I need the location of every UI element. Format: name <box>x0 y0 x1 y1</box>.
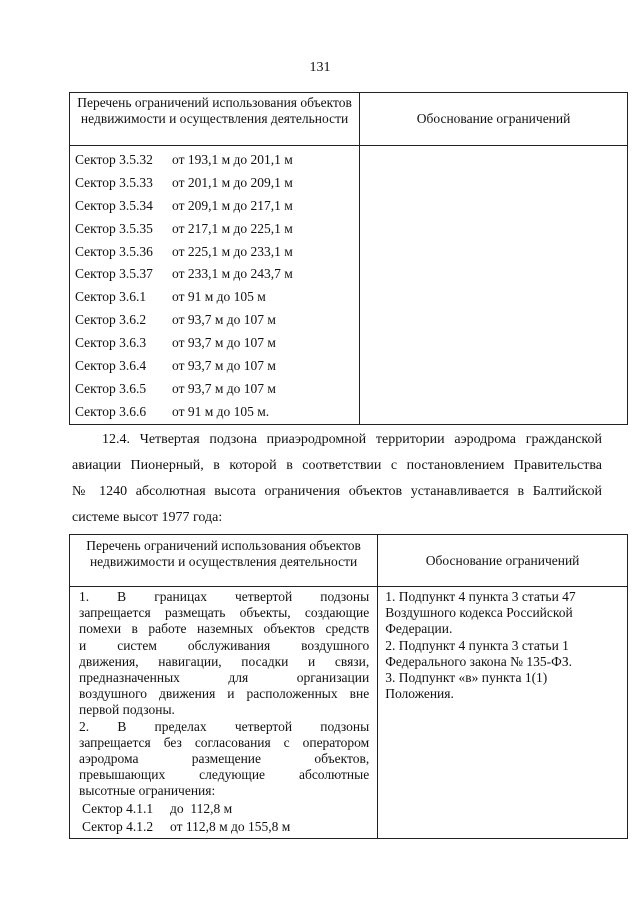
sector-line <box>79 800 369 818</box>
restriction-line: аэродрома размещение объектов, <box>79 751 370 767</box>
sector-range: до 112,8 м <box>170 800 233 816</box>
sector-row <box>75 378 359 401</box>
sector-name: Сектор 4.1.1 <box>82 800 154 816</box>
sector-range: от 91 м до 105 м <box>172 289 266 305</box>
sector-list-cell <box>70 146 360 425</box>
sector-range: от 93,7 м до 107 м <box>172 380 276 396</box>
restriction-line: 2. В пределах четвертой подзоны <box>79 718 370 734</box>
sector-name: Сектор 3.5.37 <box>75 266 153 282</box>
table-body-row <box>70 146 628 425</box>
sector-name: Сектор 3.6.5 <box>75 380 147 396</box>
sector-range: от 93,7 м до 107 м <box>172 312 276 328</box>
basis-line: 2. Подпункт 4 пункта 3 статьи 1 <box>385 637 569 653</box>
sector-range: от 193,1 м до 201,1 м <box>172 152 293 167</box>
sector-range: от 93,7 м до 107 м <box>172 358 276 374</box>
sector-name: Сектор 3.5.34 <box>75 197 153 213</box>
sector-range: от 91 м до 105 м. <box>172 403 270 419</box>
restriction-line: воздушного движения и расположенных вне <box>79 686 370 702</box>
sector-row <box>75 195 359 218</box>
restriction-line: и систем обслуживания воздушного <box>79 637 370 653</box>
restriction-line: помехи в работе наземных объектов средств <box>79 621 370 637</box>
restrictions-table-subzone-4 <box>69 534 628 839</box>
paragraph-line: авиации Пионерный, в которой в соответствии с постановлением Правительства <box>72 458 602 473</box>
basis-line: Федерации. <box>385 621 453 637</box>
sector-row <box>75 286 359 309</box>
page-number: 131 <box>309 60 331 75</box>
sector-name: Сектор 3.5.36 <box>75 243 153 259</box>
sector-name: Сектор 3.6.3 <box>75 335 147 351</box>
sector-range: от 209,1 м до 217,1 м <box>172 197 293 213</box>
restriction-line: запрещается без согласования с оператором <box>79 734 370 750</box>
table-header-row <box>70 93 628 146</box>
header-restrictions-basis: Обоснование ограничений <box>378 535 628 587</box>
basis-line: 3. Подпункт «в» пункта 1(1) <box>385 670 548 686</box>
restriction-line: высотные ограничения: <box>79 783 216 799</box>
sector-name: Сектор 3.6.1 <box>75 289 147 305</box>
basis-cell-empty <box>360 146 628 425</box>
restrictions-table-sectors-3 <box>69 92 628 425</box>
header-restrictions-basis: Обоснование ограничений <box>360 93 628 146</box>
sector-row <box>75 241 359 264</box>
basis-line: Воздушного кодекса Российской <box>385 605 573 621</box>
basis-line: Положения. <box>385 686 454 702</box>
restriction-line: предназначенных для организации <box>79 670 370 686</box>
sector-row <box>75 172 359 195</box>
sector-name: Сектор 3.5.35 <box>75 220 153 236</box>
sector-range: от 201,1 м до 209,1 м <box>172 174 293 190</box>
header-restrictions-list: Перечень ограничений использования объектов недвижимости и осуществления деятельности <box>70 535 378 587</box>
table-header-row <box>70 535 628 587</box>
basis-text-cell <box>378 587 628 839</box>
sector-row <box>75 263 359 286</box>
sector-name: Сектор 3.6.6 <box>75 403 147 419</box>
sector-name: Сектор 3.5.32 <box>75 152 153 167</box>
sector-range: от 112,8 м до 155,8 м <box>170 818 291 834</box>
basis-line: 1. Подпункт 4 пункта 3 статьи 47 <box>385 589 576 604</box>
restriction-line: запрещается размещать объекты, создающие <box>79 605 370 621</box>
paragraph-line: системе высот 1977 года: <box>72 510 223 525</box>
sector-range: от 233,1 м до 243,7 м <box>172 266 293 282</box>
restriction-line: превышающих следующие абсолютные <box>79 767 370 783</box>
basis-line: Федерального закона № 135-ФЗ. <box>385 653 572 669</box>
sector-row <box>75 149 359 172</box>
sector-line <box>79 818 369 836</box>
sector-row <box>75 332 359 355</box>
sector-name: Сектор 4.1.2 <box>82 818 154 834</box>
sector-range: от 93,7 м до 107 м <box>172 335 276 351</box>
sector-range: от 217,1 м до 225,1 м <box>172 220 293 236</box>
paragraph-line: 12.4. Четвертая подзона приаэродромной территории аэродрома гражданской <box>102 432 602 447</box>
restriction-line: первой подзоны. <box>79 702 175 718</box>
sector-name: Сектор 3.5.33 <box>75 174 153 190</box>
sector-row <box>75 355 359 378</box>
restriction-line: 1. В границах четвертой подзоны <box>79 589 370 604</box>
restrictions-text-cell <box>70 587 378 839</box>
sector-name: Сектор 3.6.4 <box>75 358 147 374</box>
header-restrictions-list: Перечень ограничений использования объектов недвижимости и осуществления деятельности <box>70 93 360 146</box>
sector-row <box>75 401 359 424</box>
paragraph-line: № 1240 абсолютная высота ограничения объектов устанавливается в Балтийской <box>72 484 602 499</box>
subzone-4-paragraph <box>72 427 602 531</box>
restriction-line: движения, навигации, посадки и связи, <box>79 653 370 669</box>
sector-name: Сектор 3.6.2 <box>75 312 147 328</box>
sector-list <box>70 146 359 424</box>
sector-range: от 225,1 м до 233,1 м <box>172 243 293 259</box>
table-body-row <box>70 587 628 839</box>
sector-row <box>75 309 359 332</box>
sector-row <box>75 218 359 241</box>
